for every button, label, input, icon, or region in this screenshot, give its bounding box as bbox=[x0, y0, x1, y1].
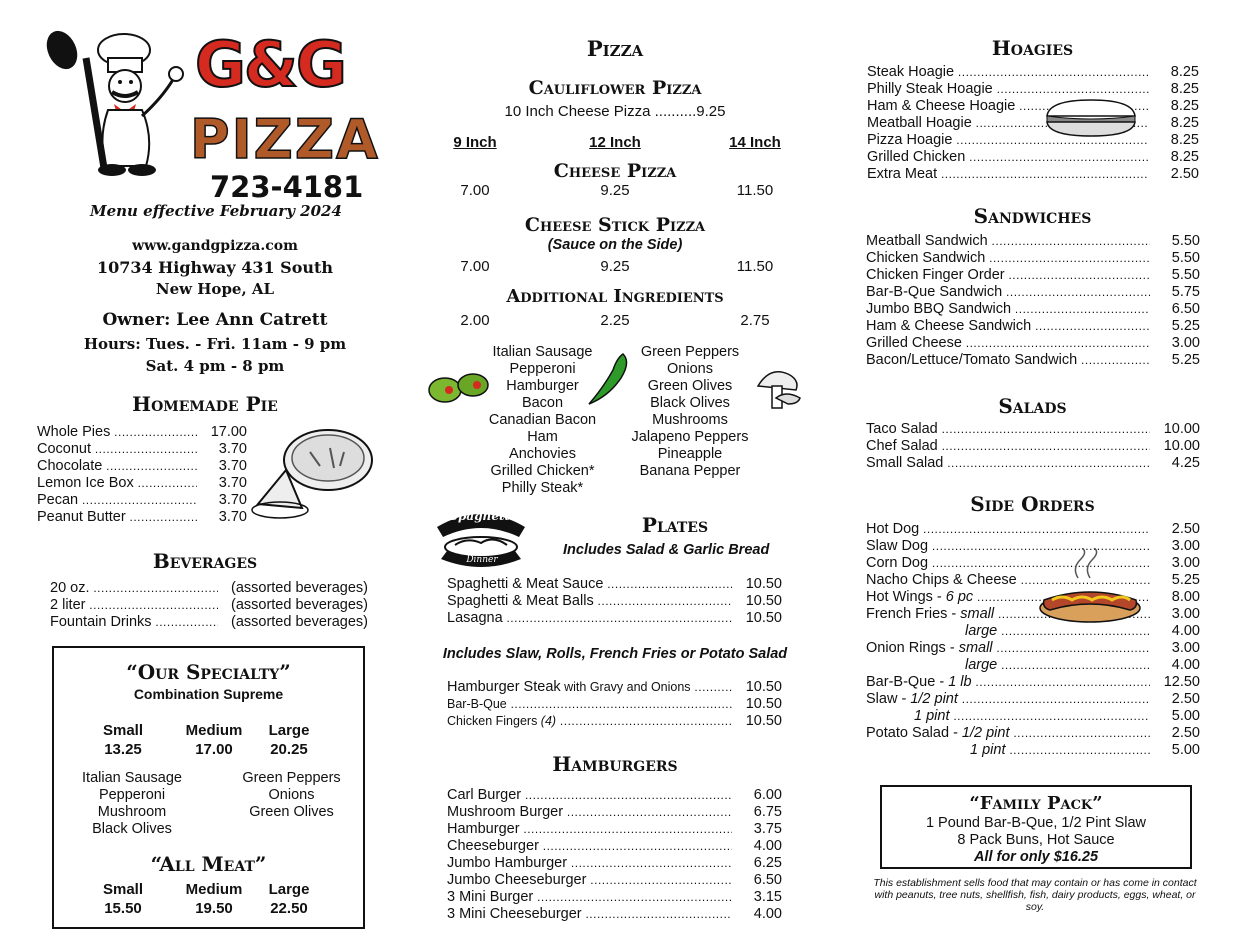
list-item: Peanut Butter ..... 3.70 bbox=[37, 509, 247, 526]
spaghetti-dinner-logo bbox=[427, 505, 535, 571]
list-item: Hamburger ..... 3.75 bbox=[447, 821, 782, 838]
addl-price-12: 2.25 bbox=[600, 312, 630, 329]
size-14-inch: 14 Inch bbox=[729, 134, 781, 151]
specialty-left-toppings: Italian Sausage Pepperoni Mushroom Black Olives bbox=[82, 770, 182, 837]
price-large: 20.25 bbox=[270, 741, 308, 758]
list-item: Lemon Ice Box ..... 3.70 bbox=[37, 475, 247, 492]
list-item: 3 Mini Cheeseburger ..... 4.00 bbox=[447, 906, 782, 923]
specialty-title: “Our Specialty” bbox=[126, 660, 291, 684]
list-item: Meatball Hoagie ..... 8.25 bbox=[867, 115, 1199, 132]
cheese-stick-note: (Sauce on the Side) bbox=[547, 237, 683, 253]
hoagie-sandwich-icon bbox=[1043, 96, 1138, 138]
list-item: Extra Meat ..... 2.50 bbox=[867, 166, 1199, 183]
list-item: Mushroom Burger ..... 6.75 bbox=[447, 804, 782, 821]
additional-ingredients-title: Additional Ingredients bbox=[506, 286, 724, 307]
mushroom-icon bbox=[752, 364, 807, 419]
list-item: Jumbo BBQ Sandwich ..... 6.50 bbox=[866, 301, 1200, 318]
cheese-pizza-title: Cheese Pizza bbox=[553, 160, 677, 182]
list-item: Philly Steak Hoagie ..... 8.25 bbox=[867, 81, 1199, 98]
pie-list bbox=[37, 424, 247, 526]
pizza-title: Pizza bbox=[586, 36, 644, 61]
plates-list-1 bbox=[447, 576, 782, 627]
list-item: 1 pint ..... 5.00 bbox=[866, 708, 1200, 725]
brand-name-gg: G&G bbox=[195, 28, 345, 101]
list-item: Onion Rings - small ..... 3.00 bbox=[866, 640, 1200, 657]
list-item: 2 liter ..... (assorted beverages) bbox=[50, 597, 368, 614]
list-item: Hot Wings - 6 pc ..... 8.00 bbox=[866, 589, 1200, 606]
list-item: 3 Mini Burger ..... 3.15 bbox=[447, 889, 782, 906]
list-item: Chef Salad ..... 10.00 bbox=[866, 438, 1200, 455]
plates-note-slaw: Includes Slaw, Rolls, French Fries or Potato Salad bbox=[442, 646, 788, 662]
list-item: Pecan ..... 3.70 bbox=[37, 492, 247, 509]
family-pack-line1: 1 Pound Bar-B-Que, 1/2 Pint Slaw bbox=[925, 815, 1147, 831]
beverages-list bbox=[50, 580, 368, 631]
list-item: Spaghetti & Meat Sauce ..... 10.50 bbox=[447, 576, 782, 593]
cauliflower-title: Cauliflower Pizza bbox=[528, 77, 702, 99]
family-pack-box bbox=[880, 785, 1192, 869]
spaghetti-logo-text: Spaghetti bbox=[449, 509, 515, 523]
size-medium-label: Medium bbox=[185, 722, 243, 739]
list-item: French Fries - small ..... 3.00 bbox=[866, 606, 1200, 623]
list-item: Ham & Cheese Sandwich ..... 5.25 bbox=[866, 318, 1200, 335]
price-small: 13.25 bbox=[104, 741, 142, 758]
dinner-logo-text: Dinner bbox=[466, 555, 498, 565]
allmeat-size-small: Small bbox=[102, 881, 144, 898]
brand-name-pizza: PIZZA bbox=[190, 108, 380, 171]
list-item: Bar-B-Que ..... 10.50 bbox=[447, 696, 782, 713]
cheese-price-14: 11.50 bbox=[736, 182, 774, 199]
specialty-subtitle: Combination Supreme bbox=[133, 686, 284, 702]
pie-illustration-icon bbox=[250, 422, 380, 522]
list-item: Lasagna ..... 10.50 bbox=[447, 610, 782, 627]
list-item: Chicken Fingers (4) ..... 10.50 bbox=[447, 713, 782, 730]
allmeat-price-medium: 19.50 bbox=[195, 900, 233, 917]
list-item: 1 pint ..... 5.00 bbox=[866, 742, 1200, 759]
list-item: Nacho Chips & Cheese ..... 5.25 bbox=[866, 572, 1200, 589]
list-item: Whole Pies ..... 17.00 bbox=[37, 424, 247, 441]
size-large-label: Large bbox=[268, 722, 310, 739]
allmeat-size-medium: Medium bbox=[185, 881, 243, 898]
cheese-price-12: 9.25 bbox=[600, 182, 630, 199]
plates-title: Plates bbox=[641, 513, 709, 537]
list-item: Chocolate ..... 3.70 bbox=[37, 458, 247, 475]
cheese-price-9: 7.00 bbox=[460, 182, 490, 199]
hours-saturday: Sat. 4 pm - 8 pm bbox=[145, 357, 285, 375]
side-orders-list bbox=[866, 521, 1200, 759]
list-item: Pizza Hoagie ..... 8.25 bbox=[867, 132, 1199, 149]
list-item: Fountain Drinks ..... (assorted beverages) bbox=[50, 614, 368, 631]
allmeat-size-large: Large bbox=[268, 881, 310, 898]
allergy-notice: This establishment sells food that may contain or has come in contact with peanuts, tree nuts, shellfish, fish, dairy products, eggs, wheat, or soy. bbox=[873, 877, 1197, 913]
list-item: Spaghetti & Meat Balls ..... 10.50 bbox=[447, 593, 782, 610]
list-item: Jumbo Hamburger ..... 6.25 bbox=[447, 855, 782, 872]
plates-list-2 bbox=[447, 679, 782, 730]
list-item: Ham & Cheese Hoagie ..... 8.25 bbox=[867, 98, 1199, 115]
list-item: Jumbo Cheeseburger ..... 6.50 bbox=[447, 872, 782, 889]
list-item: Coconut ..... 3.70 bbox=[37, 441, 247, 458]
list-item: large ..... 4.00 bbox=[866, 623, 1200, 640]
menu-effective-date: Menu effective February 2024 bbox=[90, 202, 342, 220]
ingredients-left: Italian Sausage Pepperoni Hamburger Bacon Canadian Bacon Ham Anchovies Grilled Chicken* Philly Steak* bbox=[488, 344, 597, 496]
family-pack-price: All for only $16.25 bbox=[973, 849, 1099, 865]
price-medium: 17.00 bbox=[195, 741, 233, 758]
list-item: Slaw - 1/2 pint ..... 2.50 bbox=[866, 691, 1200, 708]
hours-weekday: Hours: Tues. - Fri. 11am - 9 pm bbox=[83, 335, 347, 353]
list-item: Potato Salad - 1/2 pint ..... 2.50 bbox=[866, 725, 1200, 742]
list-item: Taco Salad ..... 10.00 bbox=[866, 421, 1200, 438]
list-item: Cheeseburger ..... 4.00 bbox=[447, 838, 782, 855]
hot-dog-icon bbox=[1038, 548, 1143, 633]
size-small-label: Small bbox=[102, 722, 144, 739]
allmeat-price-small: 15.50 bbox=[104, 900, 142, 917]
address-line2: New Hope, AL bbox=[155, 280, 275, 298]
family-pack-title: “Family Pack” bbox=[969, 793, 1103, 814]
hamburgers-list bbox=[447, 787, 782, 923]
list-item: Bacon/Lettuce/Tomato Sandwich ..... 5.25 bbox=[866, 352, 1200, 369]
pie-title: Homemade Pie bbox=[132, 392, 278, 416]
addl-price-14: 2.75 bbox=[740, 312, 770, 329]
list-item: large ..... 4.00 bbox=[866, 657, 1200, 674]
hoagies-title: Hoagies bbox=[991, 36, 1074, 60]
cauliflower-line: 10 Inch Cheese Pizza ..........9.25 bbox=[504, 103, 726, 120]
chef-mascot-icon bbox=[42, 28, 192, 178]
list-item: Grilled Chicken ..... 8.25 bbox=[867, 149, 1199, 166]
salads-title: Salads bbox=[998, 394, 1067, 418]
list-item: Grilled Cheese ..... 3.00 bbox=[866, 335, 1200, 352]
phone-number: 723-4181 bbox=[210, 170, 364, 204]
salads-list bbox=[866, 421, 1200, 472]
list-item: Bar-B-Que - 1 lb ..... 12.50 bbox=[866, 674, 1200, 691]
ingredients-right: Green Peppers Onions Green Olives Black Olives Mushrooms Jalapeno Peppers Pineapple Banana Pepper bbox=[631, 344, 749, 479]
sandwiches-title: Sandwiches bbox=[973, 204, 1092, 228]
allmeat-title: “All Meat” bbox=[150, 852, 267, 876]
hamburgers-title: Hamburgers bbox=[552, 752, 678, 776]
family-pack-line2: 8 Pack Buns, Hot Sauce bbox=[957, 832, 1115, 848]
stick-price-14: 11.50 bbox=[736, 258, 774, 275]
specialty-box bbox=[52, 646, 365, 929]
list-item: Carl Burger ..... 6.00 bbox=[447, 787, 782, 804]
plates-note-salad: Includes Salad & Garlic Bread bbox=[563, 542, 770, 558]
sandwiches-list bbox=[866, 233, 1200, 369]
stick-price-9: 7.00 bbox=[460, 258, 490, 275]
list-item: Meatball Sandwich ..... 5.50 bbox=[866, 233, 1200, 250]
list-item: Bar-B-Que Sandwich ..... 5.75 bbox=[866, 284, 1200, 301]
cheese-stick-title: Cheese Stick Pizza bbox=[524, 214, 706, 236]
list-item: Small Salad ..... 4.25 bbox=[866, 455, 1200, 472]
hoagies-list bbox=[867, 64, 1199, 183]
list-item: 20 oz. ..... (assorted beverages) bbox=[50, 580, 368, 597]
list-item: Corn Dog ..... 3.00 bbox=[866, 555, 1200, 572]
size-9-inch: 9 Inch bbox=[453, 134, 497, 151]
list-item: Hot Dog ..... 2.50 bbox=[866, 521, 1200, 538]
addl-price-9: 2.00 bbox=[460, 312, 490, 329]
stick-price-12: 9.25 bbox=[600, 258, 630, 275]
list-item: Steak Hoagie ..... 8.25 bbox=[867, 64, 1199, 81]
side-orders-title: Side Orders bbox=[970, 492, 1095, 516]
size-12-inch: 12 Inch bbox=[589, 134, 641, 151]
beverages-title: Beverages bbox=[152, 549, 258, 573]
list-item: Slaw Dog ..... 3.00 bbox=[866, 538, 1200, 555]
list-item: Chicken Finger Order ..... 5.50 bbox=[866, 267, 1200, 284]
specialty-right-toppings: Green Peppers Onions Green Olives bbox=[242, 770, 341, 820]
allmeat-price-large: 22.50 bbox=[270, 900, 308, 917]
list-item: Hamburger Steak with Gravy and Onions ..... 10.50 bbox=[447, 679, 782, 696]
owner: Owner: Lee Ann Catrett bbox=[102, 310, 328, 330]
list-item: Chicken Sandwich ..... 5.50 bbox=[866, 250, 1200, 267]
address-line1: 10734 Highway 431 South bbox=[96, 258, 334, 277]
website: www.gandgpizza.com bbox=[132, 238, 298, 254]
